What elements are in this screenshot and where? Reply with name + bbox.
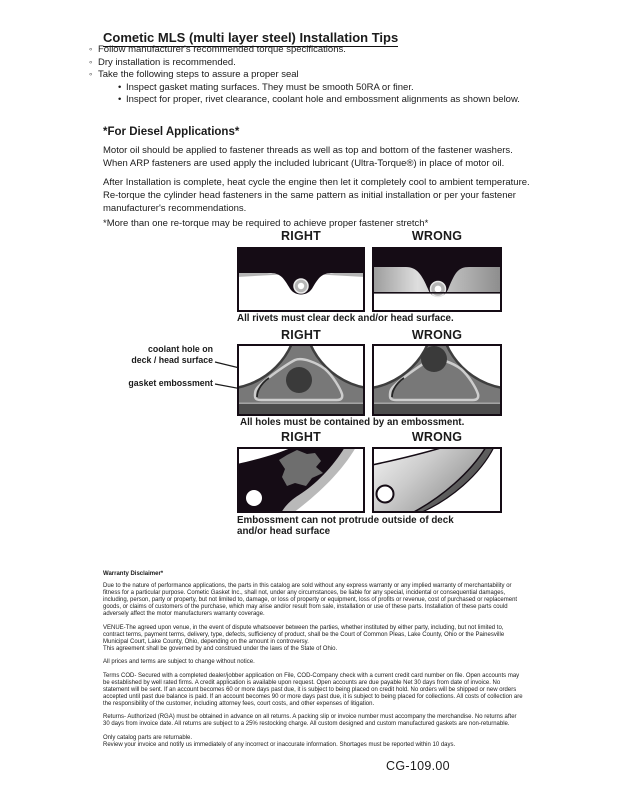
- page-title: Cometic MLS (multi layer steel) Installation Tips: [103, 29, 399, 45]
- legal-paragraph: Due to the nature of performance applications, the parts in this catalog are sold without any express warranty or any implied warranty of merchantability or fitness for a particular purpose. Cometic Gasket Inc., shall not, under any circumstances, be liable for any special, incidental or consequential damages, including, person, party or property, but not limited to, damage, or loss of property or equipment, loss of profits or revenue, cost of purchased or replacement goods, or claims of customers of the purchase, which may arise and/or result from sale, installation or use of these parts. Installation of these parts could adversely affect the motor manufacturers warranty coverage.: [103, 583, 518, 617]
- legal-paragraph: Review your invoice and notify us immediately of any incorrect or inaccurate information. Shortages must be reported within 10 days.: [103, 741, 456, 748]
- coolant-hole: [421, 346, 447, 372]
- embossment-right-label: RIGHT: [281, 430, 321, 444]
- page-code: CG-109.00: [386, 759, 450, 773]
- holes-wrong-label: WRONG: [411, 328, 463, 342]
- tip-item: ◦ Take the following steps to assure a proper seal: [89, 69, 559, 82]
- diagram-rivet-wrong: [372, 247, 502, 312]
- legal-paragraph: This agreement shall be governed by and construed under the laws of the State of Ohio.: [103, 645, 338, 652]
- legal-paragraph: All prices and terms are subject to change without notice.: [103, 659, 255, 665]
- coolant-hole-label: coolant hole on deck / head surface: [131, 344, 213, 365]
- legal-paragraph: VENUE-The agreed upon venue, in the event of dispute whatsoever between the parties, whether instituted by either party, including, but not limited to, contract terms, payment terms, delivery, type, defects, sufficiency of product, shall be the Court of Common Pleas, Lake County, Ohio or the Painesville Municipal Court, Lake County, Ohio, depending on the amount in controversy.: [103, 624, 505, 645]
- warranty-heading: Warranty Disclaimer*: [103, 571, 164, 577]
- diagram-rivet-right: [237, 247, 365, 312]
- legal-paragraph: Returns- Authorized (RGA) must be obtained in advance on all returns. A packing slip or invoice number must accompany the merchandise. No returns after 30 days from invoice date. All returns are subject to a 25% restocking charge. All custom designed and custom manufactured gaskets are non-returnable.: [103, 714, 517, 727]
- deck-line: [372, 292, 502, 294]
- gasket-embossment-label: gasket embossment: [128, 378, 213, 388]
- diagram-embossment-wrong: [372, 447, 502, 513]
- warranty-disclaimer-section: [103, 571, 523, 755]
- diesel-paragraph-2: After Installation is complete, heat cycle the engine then let it completely cool to ambient temperature. Re-torque the cylinder head fasteners in the same pattern as initial installation or per your fastener manufacturer's recommendations.: [103, 176, 530, 214]
- retorque-note: *More than one re-torque may be required to achieve proper fastener stretch*: [103, 217, 429, 229]
- diesel-paragraph-1: Motor oil should be applied to fastener threads as well as top and bottom of the fastener washers. When ARP fasteners are used apply the included lubricant (Ultra-Torque®) in place of motor oil.: [103, 144, 513, 169]
- diagram-holes-right: [237, 344, 365, 416]
- bolt-hole: [246, 490, 262, 506]
- tip-sub-item: • Inspect for proper, rivet clearance, coolant hole and embossment alignments as shown below.: [118, 94, 559, 107]
- legal-paragraph: Only catalog parts are returnable.: [103, 734, 193, 741]
- diesel-heading: *For Diesel Applications*: [103, 125, 240, 138]
- bolt-hole: [377, 486, 394, 503]
- rivet-hole: [298, 283, 304, 289]
- embossment-caption: Embossment can not protrude outside of deck and/or head surface: [237, 515, 454, 537]
- holes-caption: All holes must be contained by an embossment.: [240, 417, 465, 428]
- diagram-embossment-right: [237, 447, 365, 513]
- rivets-right-label: RIGHT: [281, 229, 321, 243]
- tip-item: ◦ Dry installation is recommended.: [89, 57, 559, 70]
- rivets-wrong-label: WRONG: [411, 229, 463, 243]
- installation-tips-list: [89, 44, 559, 107]
- embossment-wrong-label: WRONG: [411, 430, 463, 444]
- rivet-hole: [435, 286, 442, 293]
- diagram-holes-wrong: [372, 344, 502, 416]
- tip-sub-item: • Inspect gasket mating surfaces. They must be smooth 50RA or finer.: [118, 82, 559, 95]
- legal-paragraph: Terms COD- Secured with a completed dealer/jobber application on File, COD-Company check with a current credit card number on file. Open accounts may be established by well rated firms. A credit application is available upon request. Open accounts are due payable Net 30 days from date of invoice. No statement will be sent. If an account becomes 60 or more days past due, it is subject to being placed on credit hold. No orders will be shipped or new orders accepted until past due balance is paid. If an account becomes 90 or more days past due, it is subject to being placed for collections. All costs of collection are the responsibility of the customer, including attorney fees, court costs, and other expenses of litigation.: [103, 672, 523, 707]
- holes-right-label: RIGHT: [281, 328, 321, 342]
- rivets-caption: All rivets must clear deck and/or head surface.: [237, 313, 454, 324]
- tip-item: ◦ Follow manufacturer's recommended torque specifications.: [89, 44, 559, 57]
- coolant-hole: [286, 367, 312, 393]
